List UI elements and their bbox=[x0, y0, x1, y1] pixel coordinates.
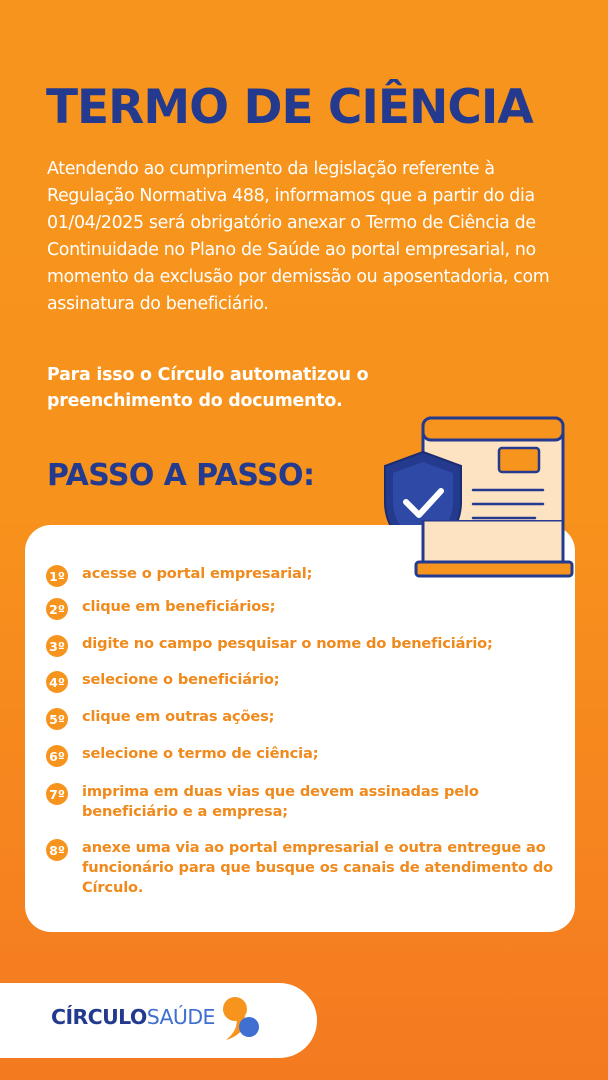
step-number: 2º bbox=[46, 598, 68, 620]
step-text: clique em outras ações; bbox=[82, 708, 275, 725]
step-number: 8º bbox=[46, 839, 68, 861]
step-text: acesse o portal empresarial; bbox=[82, 565, 313, 582]
step-number: 7º bbox=[46, 783, 68, 805]
page-title: TERMO DE CIÊNCIA bbox=[46, 80, 533, 135]
step-item bbox=[46, 670, 279, 693]
step-item bbox=[46, 782, 516, 822]
step-number: 1º bbox=[46, 565, 68, 587]
step-item bbox=[46, 597, 275, 620]
step-text: clique em beneficiários; bbox=[82, 598, 276, 615]
steps-title: PASSO A PASSO: bbox=[47, 458, 315, 493]
logo-part-saude: SAÚDE bbox=[146, 1005, 215, 1029]
step-item bbox=[46, 707, 274, 730]
document-illustration-bottom bbox=[400, 520, 575, 580]
step-item bbox=[46, 634, 493, 657]
logo-mark-icon bbox=[218, 994, 268, 1044]
step-number: 4º bbox=[46, 671, 68, 693]
step-text: imprima em duas vias que devem assinadas pelo beneficiário e a empresa; bbox=[82, 783, 479, 820]
step-number: 3º bbox=[46, 635, 68, 657]
step-item bbox=[46, 838, 566, 898]
intro-paragraph: Atendendo ao cumprimento da legislação referente à Regulação Normativa 488, informamos que a partir do dia 01/04/2025 será obrigatório anexar o Termo de Ciência de Continuidade no Plano de Saúde ao portal empresarial, no momento da exclusão por demissão ou aposentadoria, com assinatura do beneficiário. bbox=[47, 159, 550, 314]
step-number: 5º bbox=[46, 708, 68, 730]
brand-logo bbox=[51, 1005, 215, 1029]
step-text: digite no campo pesquisar o nome do beneficiário; bbox=[82, 635, 493, 652]
step-text: selecione o beneficiário; bbox=[82, 671, 280, 688]
step-item bbox=[46, 564, 312, 587]
step-number: 6º bbox=[46, 745, 68, 767]
highlight-paragraph: Para isso o Círculo automatizou o preenchimento do documento. bbox=[47, 365, 369, 411]
step-text: selecione o termo de ciência; bbox=[82, 745, 319, 762]
logo-part-circulo: CÍRCULO bbox=[51, 1005, 147, 1029]
step-item bbox=[46, 744, 318, 767]
step-text: anexe uma via ao portal empresarial e outra entregue ao funcionário para que busque os canais de atendimento do Círculo. bbox=[82, 839, 554, 896]
